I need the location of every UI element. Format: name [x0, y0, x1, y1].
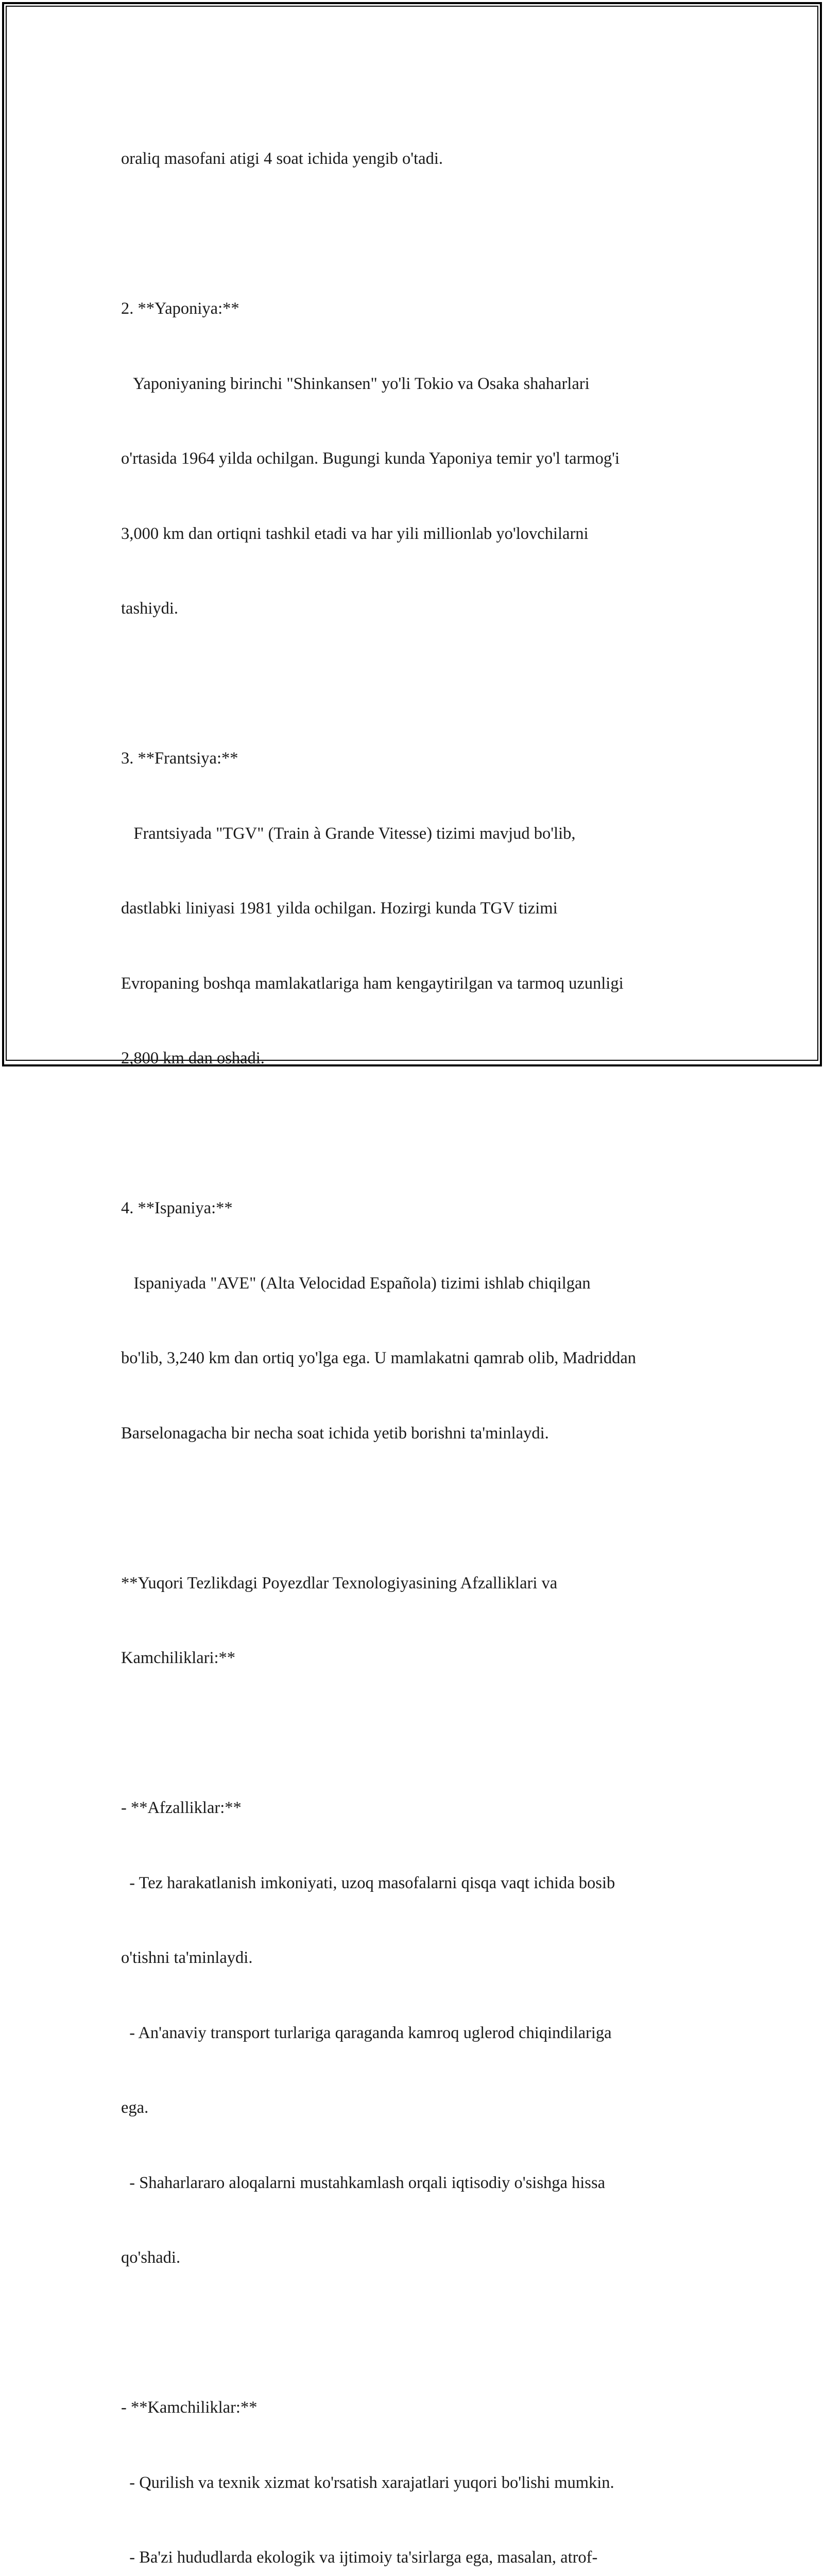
document-body — [121, 96, 718, 2576]
section-heading-afzalliklar-kamchiliklar: **Yuqori Tezlikdagi Poyezdlar Texnologiyasining Afzalliklari va — [121, 1573, 558, 1592]
list-heading-afzalliklar: - **Afzalliklar:** — [121, 1799, 242, 1817]
list-item: - Ba'zi hududlarda ekologik va ijtimoiy ta'sirlarga ega, masalan, atrof- — [121, 2548, 598, 2567]
blank-line — [121, 671, 718, 697]
text-line: tashiydi. — [121, 599, 179, 618]
blank-line — [121, 222, 718, 247]
text-line: Frantsiyada "TGV" (Train à Grande Vitesse) tizimi mavjud bo'lib, — [121, 824, 576, 843]
text-line: o'rtasida 1964 yilda ochilgan. Bugungi kunda Yaponiya temir yo'l tarmog'i — [121, 449, 620, 468]
section-heading-ispaniya: 4. **Ispaniya:** — [121, 1199, 233, 1217]
section-heading-yaponiya: 2. **Yaponiya:** — [121, 299, 239, 318]
list-item: - Tez harakatlanish imkoniyati, uzoq masofalarni qisqa vaqt ichida bosib — [121, 1873, 615, 1892]
blank-line — [121, 1121, 718, 1146]
blank-line — [121, 1721, 718, 1746]
text-line: Yaponiyaning birinchi "Shinkansen" yo'li Tokio va Osaka shaharlari — [121, 374, 590, 393]
text-line: Barselonagacha bir necha soat ichida yetib borishni ta'minlaydi. — [121, 1423, 549, 1443]
list-item: - Qurilish va texnik xizmat ko'rsatish xarajatlari yuqori bo'lishi mumkin. — [121, 2473, 614, 2492]
text-line: 3,000 km dan ortiqni tashkil etadi va har yili millionlab yo'lovchilarni — [121, 524, 589, 543]
text-line: o'tishni ta'minlaydi. — [121, 1948, 253, 1967]
text-line: 2,800 km dan oshadi. — [121, 1049, 265, 1067]
text-line: bo'lib, 3,240 km dan ortiq yo'lga ega. U mamlakatni qamrab olib, Madriddan — [121, 1349, 637, 1367]
blank-line — [121, 2320, 718, 2346]
list-heading-kamchiliklar: - **Kamchiliklar:** — [121, 2398, 258, 2417]
blank-line — [121, 1496, 718, 1521]
list-item: - An'anaviy transport turlariga qaraganda kamroq uglerod chiqindilariga — [121, 2023, 612, 2042]
text-line: Kamchiliklari:** — [121, 1649, 236, 1667]
text-line: Evropaning boshqa mamlakatlariga ham kengaytirilgan va tarmoq uzunligi — [121, 974, 624, 993]
text-line: qo'shadi. — [121, 2248, 181, 2267]
list-item: - Shaharlararo aloqalarni mustahkamlash orqali iqtisodiy o'sishga hissa — [121, 2173, 606, 2192]
text-line: ega. — [121, 2098, 149, 2117]
text-line: oraliq masofani atigi 4 soat ichida yengib o'tadi. — [121, 149, 443, 168]
text-line: Ispaniyada "AVE" (Alta Velocidad Española) tizimi ishlab chiqilgan — [121, 1274, 591, 1293]
section-heading-frantsiya: 3. **Frantsiya:** — [121, 749, 238, 768]
text-line: dastlabki liniyasi 1981 yilda ochilgan. Hozirgi kunda TGV tizimi — [121, 899, 558, 918]
